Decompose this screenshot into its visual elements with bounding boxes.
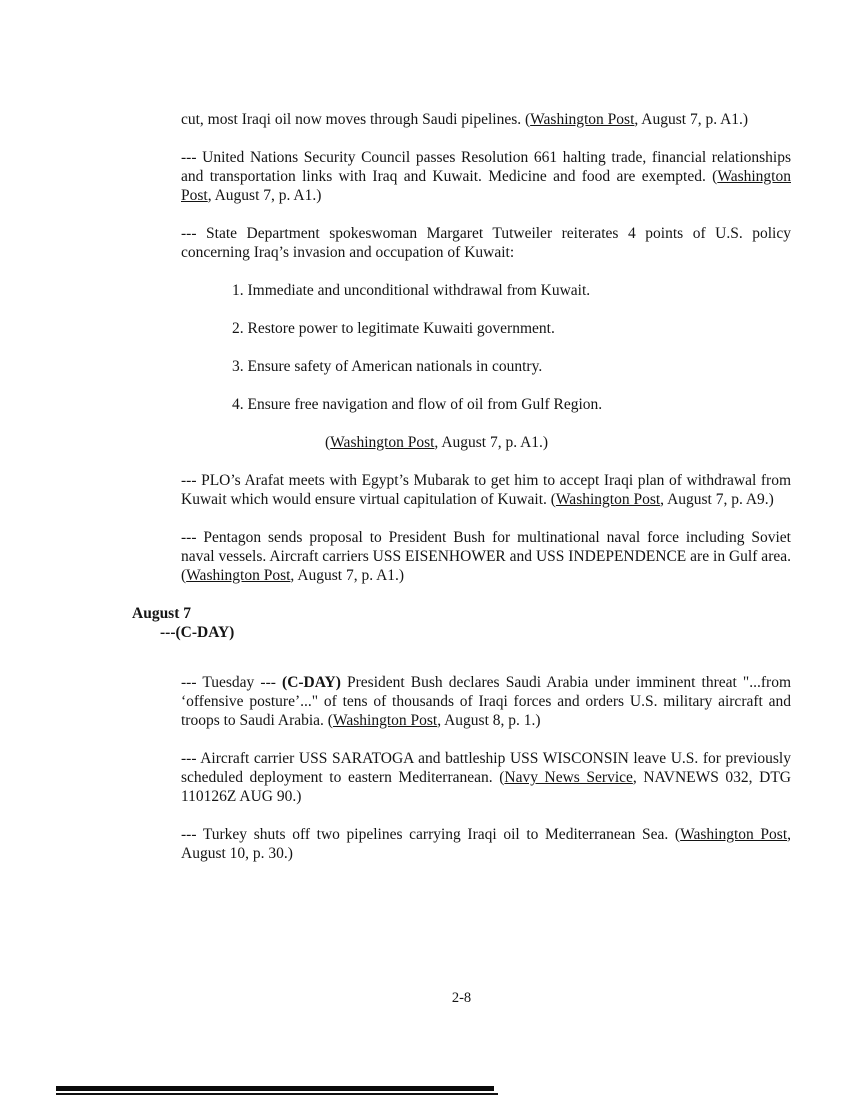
text-segment: , August 10, p. 30.)	[181, 826, 791, 862]
text-segment: (C-DAY)	[282, 674, 341, 691]
citation-source: Washington Post	[181, 168, 791, 204]
citation-source: Washington Post	[186, 567, 291, 584]
citation-source: Washington Post	[555, 491, 661, 508]
citation-source: Washington Post	[680, 826, 788, 843]
text-segment: --- PLO’s Arafat meets with Egypt’s Mubarak to get him to accept Iraqi plan of withdrawal from Kuwait which would ensure virtual capitulation of Kuwait. (	[181, 472, 791, 508]
text-segment: --- Tuesday ---	[181, 674, 283, 691]
citation-source: Washington Post	[530, 111, 635, 128]
paragraph-pentagon-proposal	[181, 528, 791, 585]
paragraph-plo-arafat	[181, 471, 791, 509]
paragraph-turkey-pipelines	[181, 825, 791, 863]
text-segment: --- United Nations Security Council passes Resolution 661 halting trade, financial relationships and transportation links with Iraq and Kuwait. Medicine and food are exempted. (	[181, 149, 791, 185]
text-segment: --- State Department spokeswoman Margaret Tutweiler reiterates 4 points of U.S. policy concerning Iraq’s invasion and occupation of Kuwait:	[181, 225, 791, 261]
text-segment: --- Turkey shuts off two pipelines carrying Iraqi oil to Mediterranean Sea. (	[181, 826, 681, 843]
cday-subheading	[160, 623, 791, 642]
scan-artifact-line	[56, 1093, 498, 1095]
policy-point-4	[232, 395, 791, 414]
text-segment: 4. Ensure free navigation and flow of oil from Gulf Region.	[232, 396, 603, 413]
policy-point-1	[232, 281, 791, 300]
policy-point-3	[232, 357, 791, 376]
paragraph-cday-bush-declaration	[181, 673, 791, 730]
text-segment: , August 8, p. 1.)	[437, 712, 541, 729]
date-heading-august-7	[132, 604, 791, 623]
text-segment: --- Aircraft carrier USS SARATOGA and battleship USS WISCONSIN leave U.S. for previously scheduled deployment to eastern Mediterranean. (	[181, 750, 791, 786]
policy-point-2	[232, 319, 791, 338]
paragraph-resolution-661	[181, 148, 791, 205]
text-segment: (	[325, 434, 331, 451]
document-content	[132, 110, 791, 882]
citation-source: Washington Post	[332, 712, 438, 729]
text-segment: --- Pentagon sends proposal to President Bush for multinational naval force including Soviet naval vessels. Aircraft carriers USS EISENHOWER and USS INDEPENDENCE are in Gulf area. (	[181, 529, 791, 584]
paragraph-tutweiler-points	[181, 224, 791, 262]
text-segment: August 7	[132, 605, 192, 622]
page-number: 2-8	[451, 990, 472, 1006]
text-segment: 3. Ensure safety of American nationals in country.	[232, 358, 543, 375]
scan-artifact-bar	[56, 1086, 494, 1091]
paragraph-oil-pipelines	[181, 110, 791, 129]
text-segment: , August 7, p. A1.)	[290, 567, 405, 584]
text-segment: , August 7, p. A1.)	[207, 187, 322, 204]
text-segment: , August 7, p. A1.)	[434, 434, 549, 451]
text-segment: President Bush declares Saudi Arabia under imminent threat "...from ‘offensive posture’..." of tens of thousands of Iraqi forces and orders U.S. military aircraft and troops to Saudi Arabia. (	[181, 674, 792, 729]
text-segment: 1. Immediate and unconditional withdrawal from Kuwait.	[232, 282, 591, 299]
text-segment: 2. Restore power to legitimate Kuwaiti government.	[232, 320, 555, 337]
text-segment: cut, most Iraqi oil now moves through Saudi pipelines. (	[181, 111, 531, 128]
text-segment: , August 7, p. A1.)	[634, 111, 749, 128]
paragraph-saratoga-wisconsin	[181, 749, 791, 806]
text-segment: , August 7, p. A9.)	[660, 491, 774, 508]
citation-washington-post-centered	[325, 433, 791, 452]
text-segment: , NAVNEWS 032, DTG 110126Z AUG 90.)	[181, 769, 791, 805]
citation-source: Navy News Service	[504, 769, 633, 786]
citation-source: Washington Post	[330, 434, 435, 451]
text-segment: ---(C-DAY)	[160, 624, 235, 641]
